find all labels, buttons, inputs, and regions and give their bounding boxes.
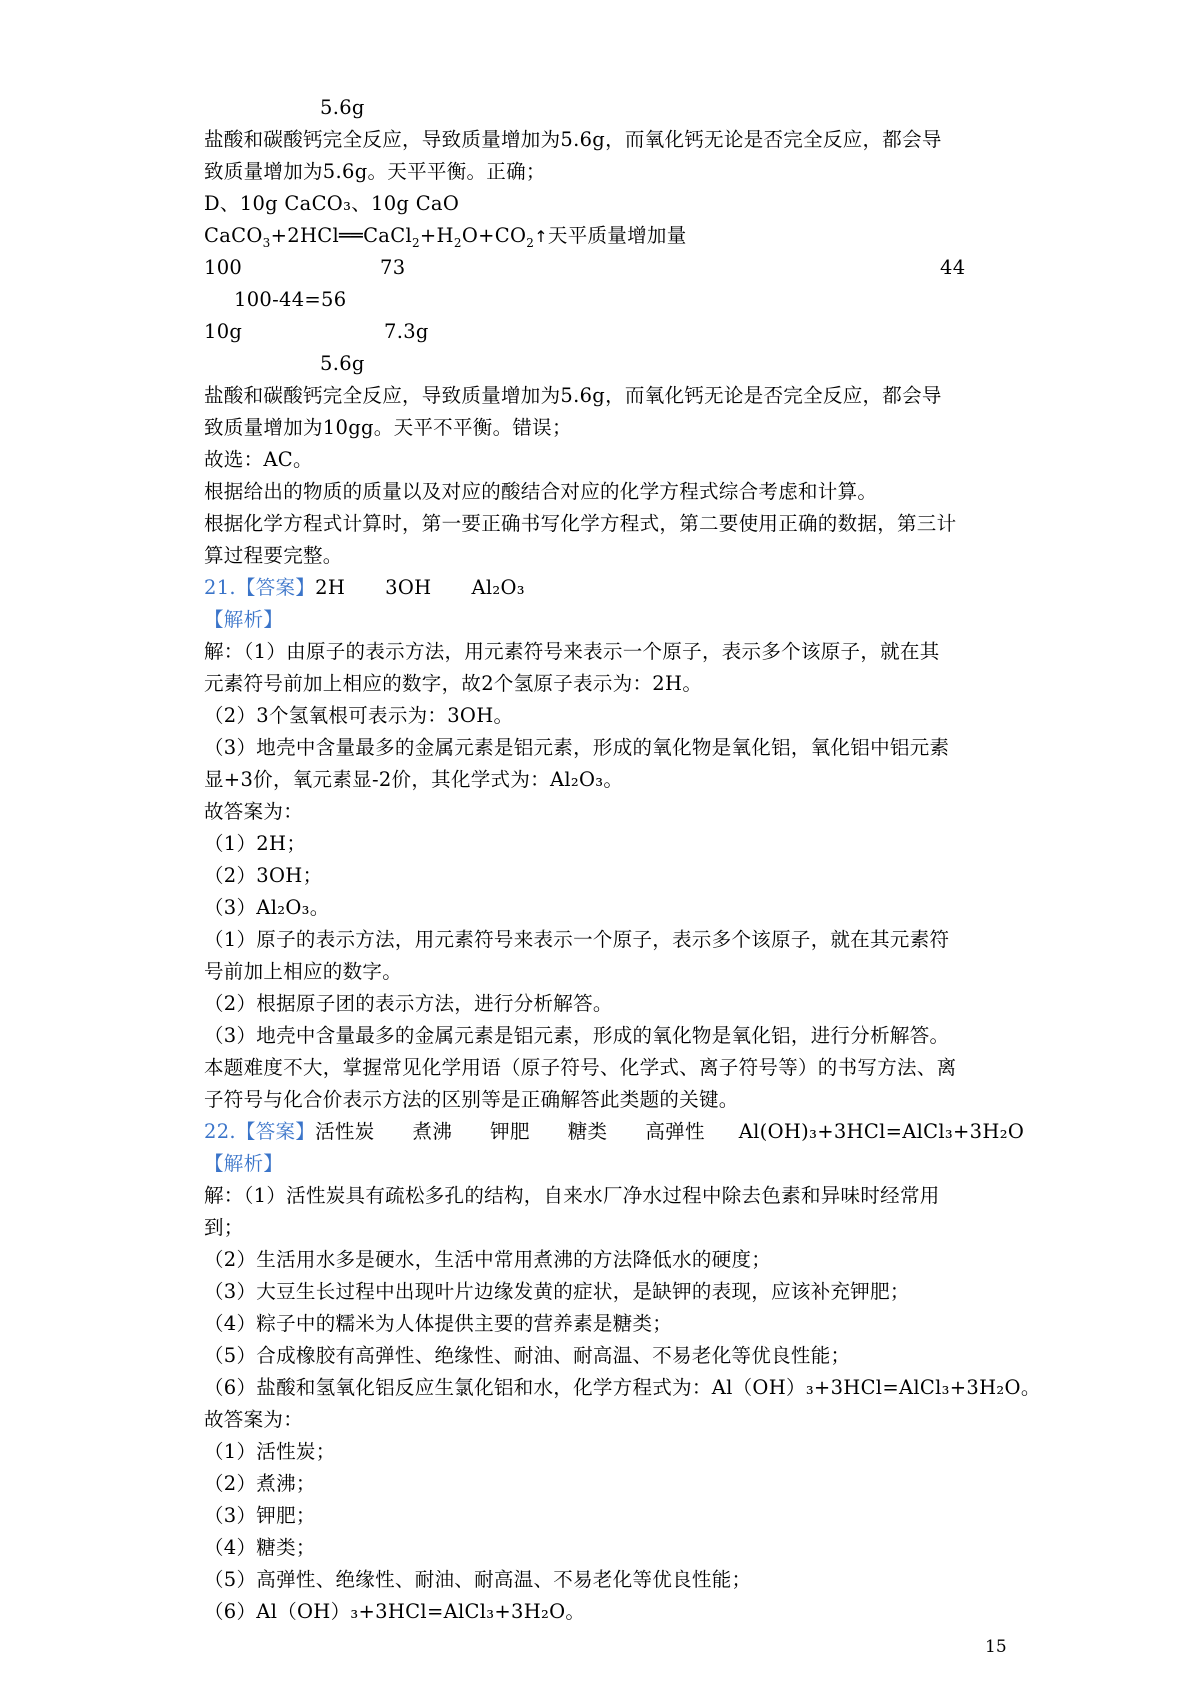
eq-mid-2: +H [419, 224, 454, 247]
q22-final-2: （2）煮沸； [204, 1472, 316, 1495]
q21-sol-4: （3）地壳中含量最多的金属元素是铝元素，形成的氧化物是氧化铝，氧化铝中铝元素 [204, 736, 950, 759]
calc-d-explain-2: 致质量增加为10gg。天平不平衡。错误； [204, 416, 572, 439]
q21-final-3: （3）Al₂O₃。 [204, 896, 330, 919]
mass-hcl: 7.3g [384, 320, 429, 343]
calc-c-explain-1: 盐酸和碳酸钙完全反应，导致质量增加为5.6g，而氧化钙无论是否完全反应，都会导 [204, 128, 942, 151]
q20-comment-1: 根据化学方程式计算时，第一要正确书写化学方程式，第二要使用正确的数据，第三计 [204, 512, 957, 535]
eq-mid-1: +2HCl══CaCl [270, 224, 412, 247]
calc-d-mass-row [204, 316, 1014, 348]
q21-number: 21. [204, 576, 236, 599]
ratio-caco3: 100 [204, 256, 243, 279]
q22-answer-3: 钾肥 [490, 1120, 530, 1143]
q22-answer-6: Al(OH)₃+3HCl=AlCl₃+3H₂O [738, 1120, 1025, 1143]
q21-final-2: （2）3OH； [204, 864, 323, 887]
calc-d-result-row [204, 348, 1014, 380]
q21-answer-row [204, 572, 1014, 604]
q21-sol-5: 显+3价，氧元素显-2价，其化学式为：Al₂O₃。 [204, 768, 624, 791]
page-number: 15 [985, 1637, 1007, 1657]
mass-caco3: 10g [204, 320, 243, 343]
q22-final-3: （3）钾肥； [204, 1504, 316, 1527]
eq-reactant: CaCO [204, 224, 263, 247]
calc-d-explain-1: 盐酸和碳酸钙完全反应，导致质量增加为5.6g，而氧化钙无论是否完全反应，都会导 [204, 384, 942, 407]
calc-d-result: 5.6g [320, 352, 365, 375]
q21-point-2: （2）根据原子团的表示方法，进行分析解答。 [204, 992, 613, 1015]
eq-sub-2: 2 [411, 236, 420, 250]
q22-answer-4: 糖类 [567, 1120, 608, 1143]
eq-sub-1: 3 [262, 236, 271, 250]
q21-point-3: （3）地壳中含量最多的金属元素是铝元素，形成的氧化物是氧化铝，进行分析解答。 [204, 1024, 950, 1047]
q21-comment-1: 本题难度不大，掌握常见化学用语（原子符号、化学式、离子符号等）的书写方法、离 [204, 1056, 957, 1079]
gas-arrow-icon: ↑ [534, 227, 548, 246]
ratio-co2: 44 [940, 256, 966, 279]
q22-answer-2: 煮沸 [412, 1120, 453, 1143]
q22-answer-row [204, 1116, 1025, 1148]
q21-sol-1: 解：（1）由原子的表示方法，用元素符号来表示一个原子，表示多个该原子，就在其 [204, 640, 940, 663]
q22-sol-5: （4）粽子中的糯米为人体提供主要的营养素是糖类； [204, 1312, 673, 1335]
eq-mid-3: O+CO [461, 224, 527, 247]
calc-d-diff: 100-44=56 [234, 288, 347, 311]
calc-c-result-row [204, 92, 1014, 124]
q22-sol-7: （6）盐酸和氢氧化铝反应生氯化铝和水，化学方程式为：Al（OH）₃+3HCl=AlCl₃+3H₂O。 [204, 1376, 1041, 1399]
calc-d-header: D、10g CaCO₃、10g CaO [204, 192, 460, 215]
eq-sub-4: 2 [526, 236, 535, 250]
q20-comment-2: 算过程要完整。 [204, 544, 343, 567]
calc-c-explain-2: 致质量增加为5.6g。天平平衡。正确； [204, 160, 546, 183]
calc-d-diff-row [204, 284, 1014, 316]
q21-comment-2: 子符号与化合价表示方法的区别等是正确解答此类题的关键。 [204, 1088, 739, 1111]
q22-sol-2: 到； [204, 1216, 244, 1239]
q22-sol-4: （3）大豆生长过程中出现叶片边缘发黄的症状，是缺钾的表现，应该补充钾肥； [204, 1280, 910, 1303]
q21-answer-tag: 【答案】 [235, 576, 316, 599]
q22-sol-3: （2）生活用水多是硬水，生活中常用煮沸的方法降低水的硬度； [204, 1248, 772, 1271]
q21-final-label: 故答案为： [204, 800, 304, 823]
q22-sol-6: （5）合成橡胶有高弹性、绝缘性、耐油、耐高温、不易老化等优良性能； [204, 1344, 851, 1367]
q22-answer-tag: 【答案】 [235, 1120, 316, 1143]
q22-sol-1: 解：（1）活性炭具有疏松多孔的结构，自来水厂净水过程中除去色素和异味时经常用 [204, 1184, 940, 1207]
eq-sub-3: 2 [453, 236, 462, 250]
q21-point-1a: （1）原子的表示方法，用元素符号来表示一个原子，表示多个该原子，就在其元素符 [204, 928, 950, 951]
q22-final-4: （4）糖类； [204, 1536, 316, 1559]
q21-sol-3: （2）3个氢氧根可表示为：3OH。 [204, 704, 514, 727]
q22-answer-1: 活性炭 [315, 1120, 375, 1143]
q22-final-label: 故答案为： [204, 1408, 304, 1431]
q21-answer-1: 2H [315, 576, 346, 599]
q22-analysis-tag: 【解析】 [204, 1152, 284, 1175]
q22-answer-5: 高弹性 [645, 1120, 705, 1143]
q21-sol-2: 元素符号前加上相应的数字，故2个氢原子表示为：2H。 [204, 672, 703, 695]
q21-answer-2: 3OH [385, 576, 432, 599]
calc-d-ratio-row [204, 252, 1014, 284]
q21-answer-3: Al₂O₃ [471, 576, 525, 599]
q22-number: 22. [204, 1120, 236, 1143]
q21-point-1b: 号前加上相应的数字。 [204, 960, 403, 983]
q21-final-1: （1）2H； [204, 832, 307, 855]
q20-choose: 故选：AC。 [204, 448, 313, 471]
ratio-hcl: 73 [380, 256, 406, 279]
q20-analysis: 根据给出的物质的质量以及对应的酸结合对应的化学方程式综合考虑和计算。 [204, 480, 878, 503]
calc-c-result: 5.6g [320, 96, 365, 119]
q21-analysis-tag: 【解析】 [204, 608, 284, 631]
eq-tail: 天平质量增加量 [547, 224, 687, 247]
q22-final-5: （5）高弹性、绝缘性、耐油、耐高温、不易老化等优良性能； [204, 1568, 752, 1591]
calc-d-equation [204, 220, 1014, 252]
q22-final-6: （6）Al（OH）₃+3HCl=AlCl₃+3H₂O。 [204, 1600, 586, 1623]
q22-final-1: （1）活性炭； [204, 1440, 336, 1463]
